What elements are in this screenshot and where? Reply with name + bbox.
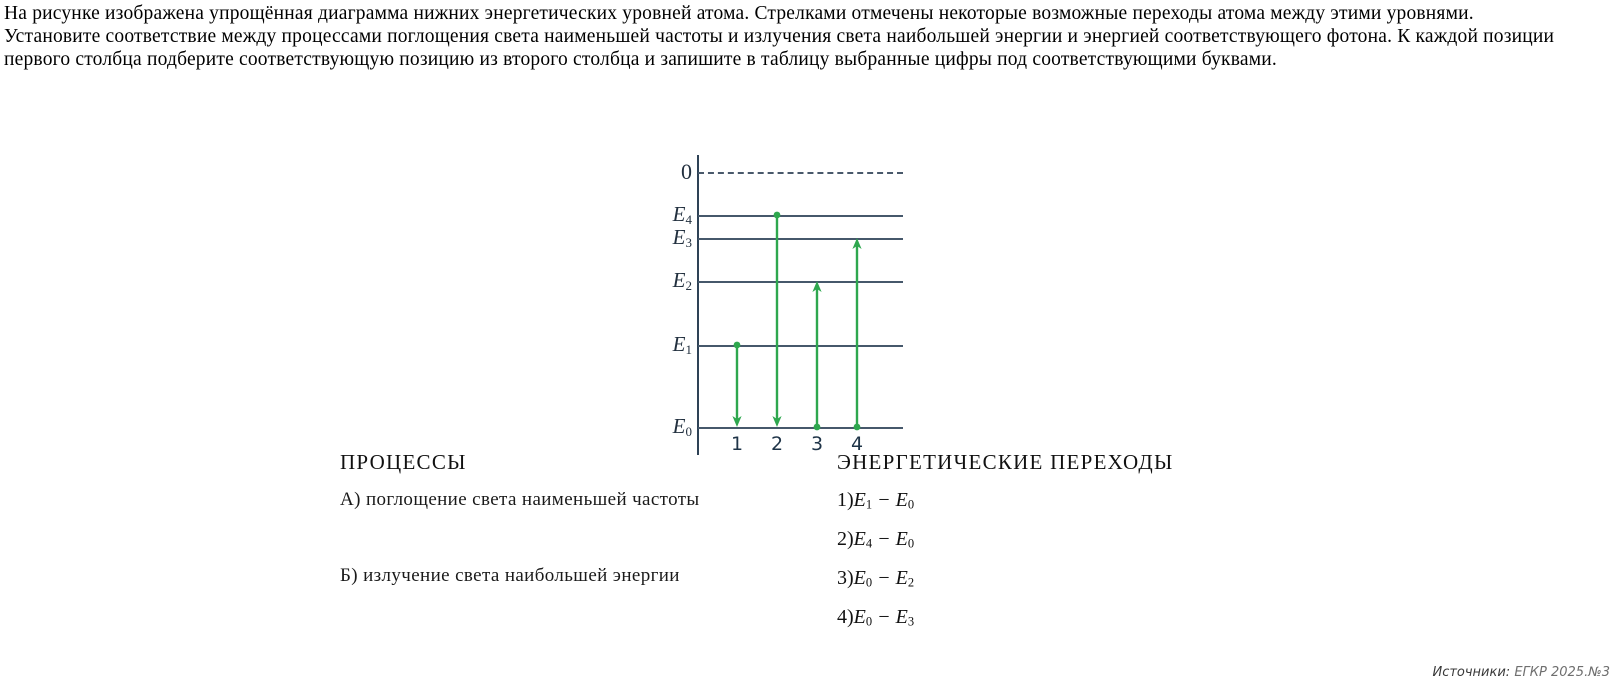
transition-option-2-expression: $E_4 - E_0$: [853, 528, 915, 551]
transition-arrow-2: [772, 212, 781, 427]
transition-option-1-expression: $E_1 - E_0$: [853, 489, 915, 512]
process-item-b: Б) излучение света наибольшей энергии: [340, 565, 680, 586]
transition-option-2-number: 2): [837, 528, 854, 550]
transition-option-3-number: 3): [837, 567, 854, 589]
matching-columns: [0, 445, 1616, 645]
process-item-a: А) поглощение света наименьшей частоты: [340, 489, 700, 510]
transition-tick-1: 1: [730, 433, 744, 455]
energy-level-label-e4: $E_4$: [672, 202, 692, 227]
task-intro: [4, 2, 1612, 71]
transition-tick-3: 3: [810, 433, 824, 455]
source-label: Источники:: [1432, 665, 1511, 680]
transition-option-1-number: 1): [837, 489, 854, 511]
transition-option-4-number: 4): [837, 606, 854, 628]
source-value: ЕГКР 2025.№3: [1514, 665, 1610, 680]
transitions-column-header: ЭНЕРГЕТИЧЕСКИЕ ПЕРЕХОДЫ: [837, 450, 1174, 474]
energy-level-label-e3: $E_3$: [672, 225, 692, 250]
transition-option-2: [837, 528, 914, 552]
transition-arrows-group: [640, 150, 940, 465]
transition-option-4: [837, 606, 914, 630]
intro-paragraph-2: Установите соответствие между процессами поглощения света наименьшей частоты и излучения света наибольшей энергии и энергией соответствующего фотона. К каждой позиции первого столбца подберите соответствующую позицию из второго столбца и запишите в таблицу выбранные цифры под соответствующими буквами.: [4, 26, 1555, 70]
transition-arrow-4: [852, 238, 861, 430]
transition-arrow-1: [732, 342, 741, 427]
transition-option-4-expression: $E_0 - E_3$: [853, 606, 915, 629]
energy-level-diagram: [640, 150, 940, 465]
energy-level-label-e0: $E_0$: [672, 414, 692, 439]
transition-tick-4: 4: [850, 433, 864, 455]
transition-arrow-3: [812, 281, 821, 430]
energy-level-label-e1: $E_1$: [672, 332, 692, 357]
transition-option-3: [837, 567, 914, 591]
processes-column-header: ПРОЦЕССЫ: [340, 450, 467, 474]
transition-start-dot-4: [854, 424, 861, 431]
transition-start-dot-2: [774, 212, 781, 219]
transition-tick-2: 2: [770, 433, 784, 455]
energy-level-label-e2: $E_2$: [672, 268, 692, 293]
transition-start-dot-1: [734, 342, 741, 349]
intro-paragraph-1: На рисунке изображена упрощённая диаграмма нижних энергетических уровней атома. Стрелками отмечены некоторые возможные переходы атома между этими уровнями.: [4, 3, 1474, 24]
energy-level-label-zero: 0: [681, 159, 692, 184]
transition-option-1: [837, 489, 914, 513]
source-footer: [1432, 665, 1610, 680]
transition-option-3-expression: $E_0 - E_2$: [853, 567, 915, 590]
transition-start-dot-3: [814, 424, 821, 431]
